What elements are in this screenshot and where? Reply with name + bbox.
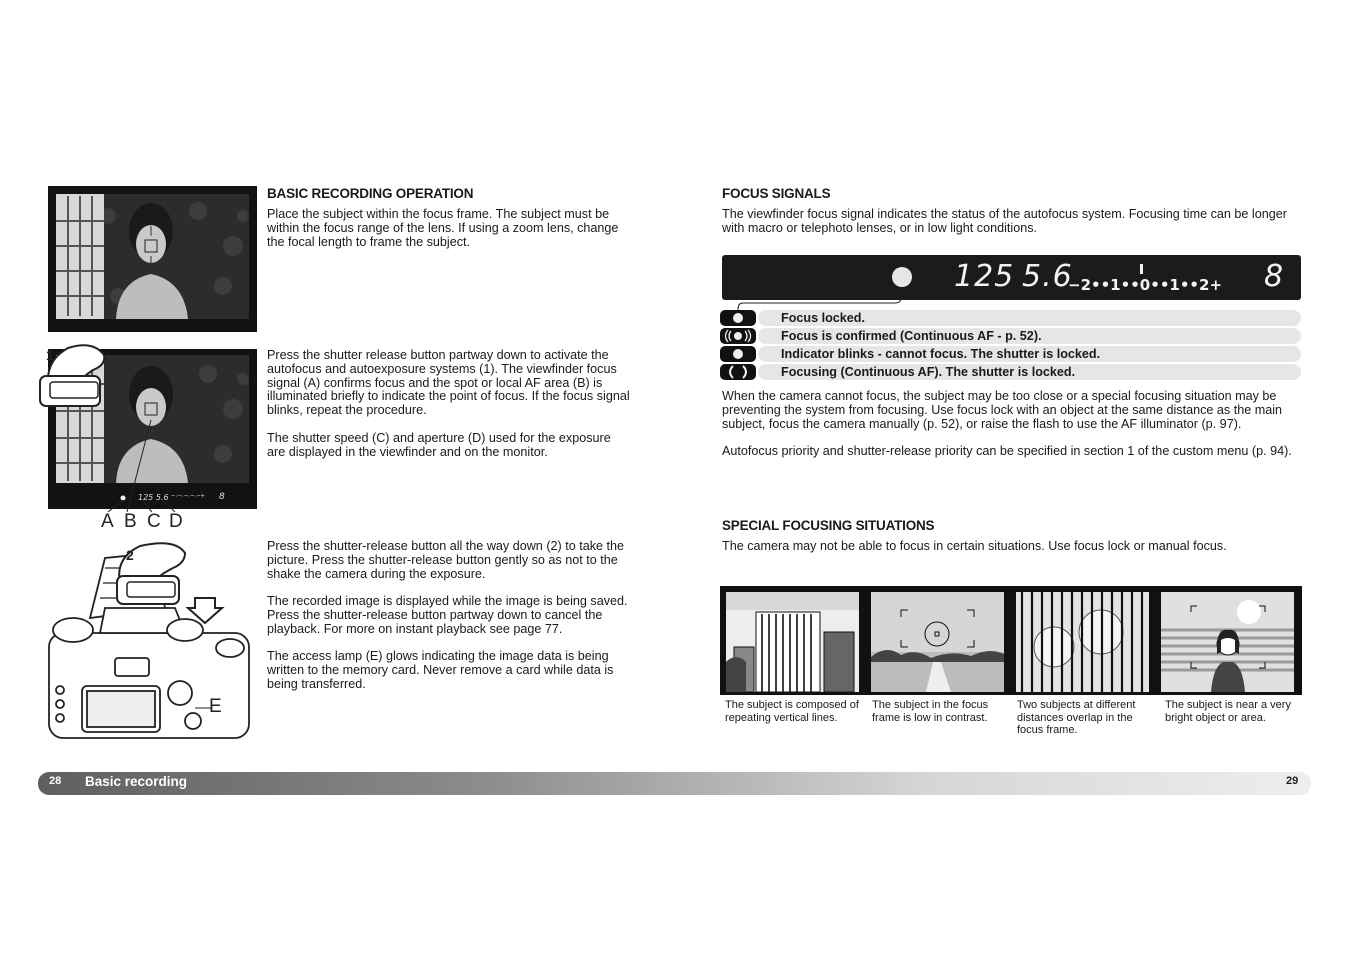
special-focusing-intro: The camera may not be able to focus in certain situations. Use focus lock or manual focus. — [722, 539, 1227, 553]
blinking-dot-icon — [720, 346, 756, 362]
para-shutter-aperture: The shutter speed (C) and aperture (D) used for the exposure are displayed in the viewfinder and on the monitor. — [267, 430, 611, 459]
step-1-label: 1 — [46, 347, 54, 363]
exposure-scale: −2••1••0••1••2+ — [1068, 276, 1223, 294]
aperture-display: 5.6 — [1022, 259, 1073, 294]
para-access-lamp: The access lamp (E) glows indicating the image data is being written to the memory card. Never remove a card while data is being transferred. — [267, 649, 614, 691]
caption-overlapping: Two subjects at different distances overlap in the focus frame. — [1017, 699, 1136, 737]
frame-counter: 8 — [1264, 259, 1284, 294]
basic-recording-para-2 — [267, 349, 632, 459]
callout-label-c: C — [147, 511, 161, 532]
focus-signals-intro: The viewfinder focus signal indicates the status of the autofocus system. Focusing time can be longer with macro or telephoto lenses, or in low light conditions. — [722, 207, 1287, 235]
scene-low-contrast — [871, 586, 1004, 695]
basic-recording-para-1 — [267, 208, 632, 249]
small-viewfinder-readout: 125 5.6 — [138, 493, 169, 502]
signal-row-focus-confirmed — [720, 328, 1301, 344]
basic-recording-para-3 — [267, 540, 632, 692]
portrait-photo-1 — [48, 186, 257, 332]
para-priority: Autofocus priority and shutter-release priority can be specified in section 1 of the custom menu (p. 94). — [722, 444, 1292, 459]
right-page-number: 29 — [1286, 775, 1299, 787]
signal-label: Indicator blinks - cannot focus. The shutter is locked. — [781, 347, 1101, 361]
para-full-press: Press the shutter-release button all the way down (2) to take the picture. Press the shutter-release button gently so as not to the shake the camera during the exposure. — [267, 539, 625, 581]
basic-recording-heading: BASIC RECORDING OPERATION — [267, 186, 474, 201]
signal-label: Focus locked. — [781, 311, 865, 325]
small-viewfinder-scale: −·−·−·−·−+ — [171, 493, 205, 500]
para-half-press: Press the shutter release button partway down to activate the autofocus and autoexposure systems (1). The viewfinder focus signal (A) confirms focus and the spot or local AF area (B) is illuminated briefly to indicate the point of focus. If the focus signal blinks, repeat the procedure. — [267, 348, 630, 418]
brackets-icon — [720, 364, 756, 380]
callout-lines — [100, 415, 260, 515]
caption-low-contrast: The subject in the focus frame is low in contrast. — [872, 699, 989, 724]
focus-signals-heading: FOCUS SIGNALS — [722, 186, 831, 201]
caption-bright-object: The subject is near a very bright object or area. — [1165, 699, 1291, 724]
shutter-speed-display: 125 — [954, 259, 1015, 294]
callout-label-b: B — [124, 511, 137, 532]
signal-row-blinking — [720, 346, 1301, 362]
focus-signal-dot — [892, 267, 912, 287]
signal-label: Focusing (Continuous AF). The shutter is locked. — [781, 365, 1076, 379]
camera-back-illustration — [45, 538, 255, 743]
para-cannot-focus: When the camera cannot focus, the subject may be too close or a special focusing situation may be preventing the system from focusing. Use focus lock with an object at the same distance as the main subject, focus the camera manually (p. 52), or raise the flash to use the AF illuminator (p. 97). — [722, 389, 1282, 431]
left-page-number: 28 — [49, 775, 62, 787]
section-title: Basic recording — [85, 774, 188, 789]
solid-dot-icon — [720, 310, 756, 326]
signal-row-focusing — [720, 364, 1301, 380]
dot-with-double-brackets-icon — [720, 328, 756, 344]
exposure-scale-marker — [1140, 264, 1143, 274]
signal-row-focus-locked — [720, 310, 1301, 326]
para-playback: The recorded image is displayed while the image is being saved. Press the shutter-release button partway down to cancel the playback. For more on instant playback see page 77. — [267, 594, 628, 636]
finger-press-illustration-1 — [38, 340, 108, 410]
special-focusing-heading: SPECIAL FOCUSING SITUATIONS — [722, 518, 935, 533]
para-focus-frame: Place the subject within the focus frame. The subject must be within the focus range of the lens. If using a zoom lens, change the focal length to frame the subject. — [267, 207, 619, 249]
scene-overlapping-subjects — [1016, 586, 1149, 695]
access-lamp-label: E — [209, 696, 222, 717]
step-2-label: 2 — [126, 547, 134, 563]
small-viewfinder-count: 8 — [219, 492, 225, 502]
caption-vertical-lines: The subject is composed of repeating vertical lines. — [725, 699, 859, 724]
callout-label-d: D — [169, 511, 183, 532]
signal-label: Focus is confirmed (Continuous AF - p. 52). — [781, 329, 1042, 343]
callout-label-a: A — [101, 511, 114, 532]
footer-bar — [38, 772, 1311, 795]
scene-bright-object — [1161, 586, 1294, 695]
focus-signals-body — [722, 390, 1304, 459]
scene-vertical-lines — [726, 586, 859, 695]
